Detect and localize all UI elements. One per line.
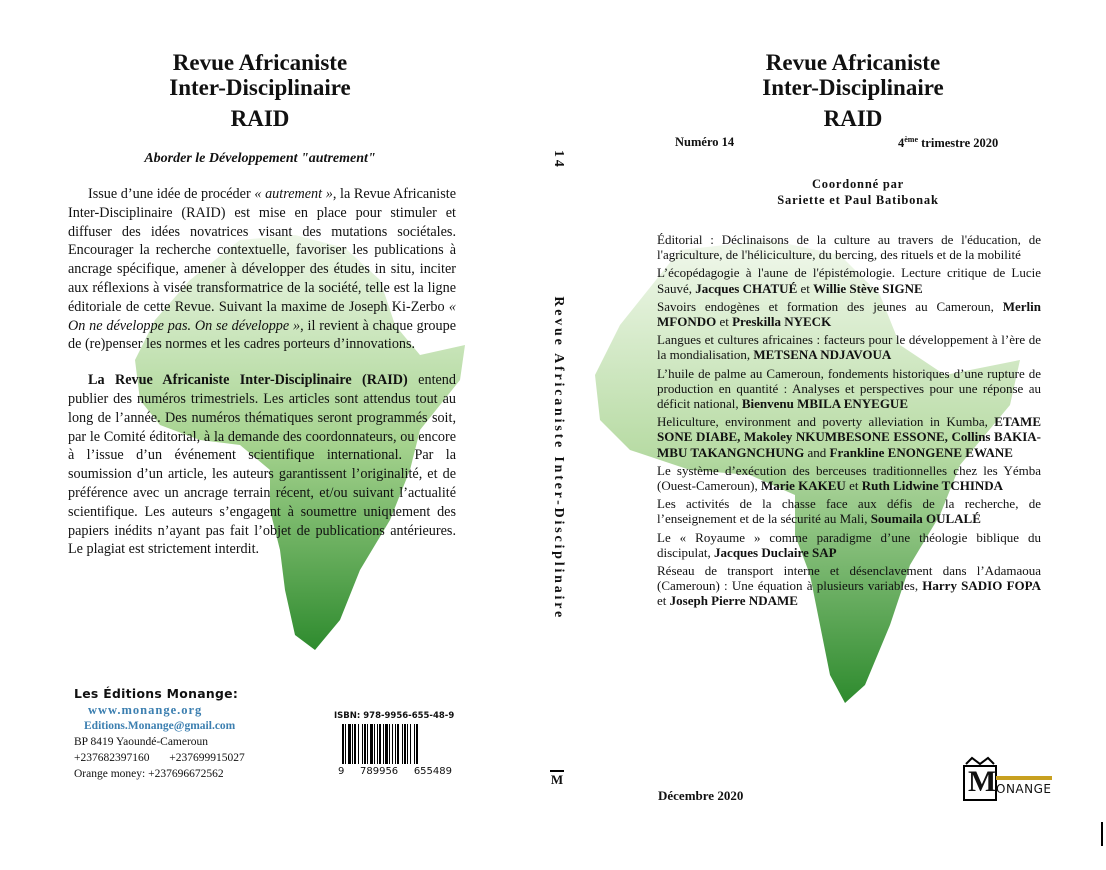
spine-text bbox=[548, 150, 568, 620]
back-title-line1: Revue Africaniste bbox=[172, 50, 348, 75]
toc-entry-title: Le système d’exécution des berceuses traditionnelles chez les Yémba (Ouest-Cameroun), bbox=[657, 462, 1041, 494]
publisher-address: BP 8419 Yaoundé-Cameroun bbox=[74, 736, 209, 748]
toc-entry-connector: et bbox=[657, 593, 670, 609]
barcode-digit-lead: 9 bbox=[338, 766, 345, 777]
barcode-icon bbox=[334, 724, 456, 766]
barcode-bar bbox=[407, 724, 408, 764]
barcode-bar bbox=[367, 724, 368, 764]
barcode-bar bbox=[416, 724, 418, 764]
quarter-num: 4 bbox=[898, 136, 905, 151]
toc-entry-author: Joseph Pierre NDAME bbox=[669, 593, 798, 609]
publisher-orange-money: Orange money: +237696672562 bbox=[74, 768, 224, 780]
barcode-bar bbox=[377, 724, 378, 764]
toc-entry-title: Heliculture, environment and poverty alleviation in Kumba, bbox=[657, 414, 995, 430]
toc-entry-connector: et bbox=[845, 478, 862, 494]
front-cover-title bbox=[668, 50, 1038, 131]
barcode-bar bbox=[414, 724, 415, 764]
isbn-label: ISBN: 978-9956-655-48-9 bbox=[334, 711, 455, 721]
toc-entry-connector: et bbox=[797, 280, 814, 296]
barcode-bar bbox=[354, 724, 356, 764]
toc-entry-author: Bienvenu MBILA ENYEGUE bbox=[741, 396, 908, 412]
spine bbox=[548, 150, 568, 620]
toc-entry-title: Réseau de transport interne et désenclavement dans l’Adamaoua (Cameroun) : Une équation à plusieurs variables, bbox=[657, 563, 1041, 594]
publisher-phone-2: +237699915027 bbox=[169, 752, 245, 764]
logo-text: ONANGE bbox=[996, 782, 1052, 796]
coordinators bbox=[708, 176, 1008, 208]
p1-intro: Issue d’une idée de procéder bbox=[88, 186, 255, 202]
toc-entry bbox=[657, 414, 1041, 460]
front-title-line1: Revue Africaniste bbox=[765, 50, 941, 75]
toc-entry bbox=[657, 332, 1041, 362]
toc-entry-title: L’huile de palme au Cameroun, fondements historiques d’une rupture de production en quantité : Analyses et perspectives pour une réponse au déficit national, bbox=[657, 365, 1041, 412]
toc-entry-author: Jacques Duclaire SAP bbox=[714, 544, 837, 560]
barcode-bar bbox=[379, 724, 381, 764]
barcode-bar bbox=[395, 724, 396, 764]
p2-text: entend publier des numéros trimestriels. Les articles sont attendus tout au long de l’année. Des numéros thématiques seront programmés soit, par le Comité éditorial, à la demande des coordonnateurs, ou encore à l’issue d’un événement scientifique international. Par la soumission d’un article, les auteurs garantissent l’originalité, et de préférence avec un ancrage terrain récent, et/ou suivant l’actualité scientifique. Les auteurs s’engagent à soumettre uniquement des papiers inédits n’ayant pas fait l’objet de publications antérieures. Le plagiat est strictement interdit. bbox=[68, 372, 456, 558]
barcode-bar bbox=[392, 724, 393, 764]
back-paragraph-2 bbox=[68, 371, 456, 559]
text-cursor bbox=[1101, 822, 1103, 846]
barcode-bar bbox=[374, 724, 375, 764]
barcode-bar bbox=[364, 724, 366, 764]
toc-entry-title: L’écopédagogie à l'aune de l'épistémologie. Lecture critique de Lucie Sauvé, bbox=[657, 265, 1041, 296]
p1-quote2: « On ne développe pas. On se développe » bbox=[68, 298, 456, 334]
isbn-block bbox=[334, 711, 456, 777]
barcode-bar bbox=[402, 724, 403, 764]
toc-entry bbox=[657, 496, 1041, 526]
spine-logo-icon bbox=[550, 770, 564, 790]
toc-entry-author: Frankline ENONGENE EWANE bbox=[829, 444, 1013, 460]
front-title-line2: Inter-Disciplinaire bbox=[762, 75, 944, 100]
quarter-sup: ème bbox=[904, 135, 919, 144]
toc-entry-title: Les activités de la chasse face aux défis de la recherche, de l’enseignement et de la sécurité au Mali, bbox=[657, 496, 1041, 527]
toc-entry-author: Preskilla NYECK bbox=[732, 314, 832, 330]
barcode-bar bbox=[345, 724, 346, 764]
barcode-bar bbox=[410, 724, 411, 764]
back-paragraph-1 bbox=[68, 185, 456, 354]
monange-logo bbox=[960, 752, 1052, 804]
back-title-line2: Inter-Disciplinaire bbox=[169, 75, 351, 100]
issue-number: Numéro 14 bbox=[675, 135, 735, 149]
p1-quote1: « autrement » bbox=[254, 186, 333, 202]
toc-entry bbox=[657, 299, 1041, 329]
barcode-digit-group1: 789956 bbox=[360, 766, 399, 777]
publisher-email[interactable]: Editions.Monange@gmail.com bbox=[84, 720, 236, 732]
barcode-bar bbox=[362, 724, 363, 764]
front-title-raid: RAID bbox=[823, 106, 883, 131]
toc-entry-title: Éditorial : Déclinaisons de la culture au travers de l'éducation, de l'agriculture, de l'héliciculture, du bercing, des rituels et de la mobilité bbox=[657, 232, 1041, 263]
publisher-block bbox=[74, 686, 324, 782]
toc-entry-connector: et bbox=[716, 314, 733, 330]
barcode-bar bbox=[397, 724, 399, 764]
barcode-bar bbox=[385, 724, 388, 764]
logo-gold-bar bbox=[996, 776, 1052, 780]
front-cover bbox=[580, 0, 1106, 870]
barcode-digits bbox=[334, 766, 452, 777]
quarter-rest: trimestre 2020 bbox=[918, 136, 999, 151]
publisher-phones bbox=[74, 750, 324, 766]
back-cover bbox=[0, 0, 540, 870]
p1-text1: , la Revue Africaniste Inter-Disciplinaire (RAID) est mise en place pour stimuler et diffuser des idées novatrices visant des mutations sociétales. Encourager la recherche contextuelle, favoriser les publications à ancrage spécifique, amener à développer des études in situ, inciter aux réflexions à visée transformatrice de la société, telle est la ligne éditoriale de cette Revue. Suivant la maxime de Joseph Ki-Zerbo bbox=[68, 186, 457, 315]
p2-bold-lead: La Revue Africaniste Inter-Disciplinaire (RAID) bbox=[88, 372, 408, 389]
table-of-contents bbox=[657, 232, 1041, 612]
issue-date: Décembre 2020 bbox=[658, 788, 744, 803]
toc-entry-author: Ruth Lidwine TCHINDA bbox=[861, 478, 1004, 494]
toc-entry bbox=[657, 366, 1041, 412]
toc-entry-author: Soumaila OULALÉ bbox=[870, 511, 981, 527]
toc-entry bbox=[657, 563, 1041, 609]
p1-text2: , il revient à chaque groupe de (re)penser les normes et les cadres porteurs d’innovations. bbox=[68, 317, 457, 353]
toc-entry-author: ETAME SONE DIABE, Makoley NKUMBESONE ESSONE, Collins BAKIA-MBU TAKANGNCHUNG bbox=[657, 414, 1041, 460]
barcode-bar bbox=[383, 724, 384, 764]
toc-entry-author: Jacques CHATUÉ bbox=[695, 280, 798, 296]
toc-entry-title: Langues et cultures africaines : facteurs pour le développement à l’ère de la mondialisation, bbox=[657, 332, 1041, 363]
barcode-bar bbox=[342, 724, 344, 764]
toc-entry-title: Le « Royaume » comme paradigme d’une théologie biblique du discipulat, bbox=[657, 529, 1041, 560]
logo-glyph: M bbox=[968, 765, 997, 798]
toc-entry bbox=[657, 530, 1041, 560]
issue-quarter bbox=[898, 135, 998, 151]
toc-entry-author: METSENA NDJAVOUA bbox=[753, 347, 892, 363]
barcode-bar bbox=[389, 724, 390, 764]
publisher-name: Les Éditions Monange: bbox=[74, 686, 239, 701]
barcode-digit-group2: 655489 bbox=[413, 766, 452, 777]
toc-entry-connector: and bbox=[804, 444, 830, 460]
coord-names: Sariette et Paul Batibonak bbox=[777, 193, 939, 207]
toc-entry-author: Merlin MFONDO bbox=[657, 298, 1041, 330]
toc-entry-author: Harry SADIO FOPA bbox=[922, 578, 1041, 594]
toc-entry-title: Savoirs endogènes et formation des jeunes au Cameroun, bbox=[657, 298, 1003, 314]
barcode-bar bbox=[404, 724, 406, 764]
spine-number: 14 bbox=[551, 150, 566, 170]
toc-entry bbox=[657, 265, 1041, 295]
barcode-bar bbox=[370, 724, 373, 764]
barcode-bar bbox=[352, 724, 353, 764]
back-body-text bbox=[68, 185, 456, 559]
spine-logo-glyph: M bbox=[550, 772, 564, 787]
publisher-phone-1: +237682397160 bbox=[74, 752, 150, 764]
barcode-bar bbox=[358, 724, 359, 764]
back-cover-title bbox=[90, 50, 430, 131]
back-tagline: Aborder le Développement "autrement" bbox=[144, 151, 376, 166]
toc-entry-author: Marie KAKEU bbox=[760, 478, 846, 494]
toc-entry bbox=[657, 463, 1041, 493]
toc-entry-author: Willie Stève SIGNE bbox=[813, 280, 923, 296]
publisher-website[interactable]: www.monange.org bbox=[88, 703, 203, 717]
toc-entry bbox=[657, 232, 1041, 262]
coord-label: Coordonné par bbox=[811, 177, 904, 191]
spine-title: Revue Africaniste Inter-Disciplinaire bbox=[551, 296, 566, 620]
back-title-raid: RAID bbox=[230, 106, 290, 131]
barcode-bar bbox=[348, 724, 351, 764]
